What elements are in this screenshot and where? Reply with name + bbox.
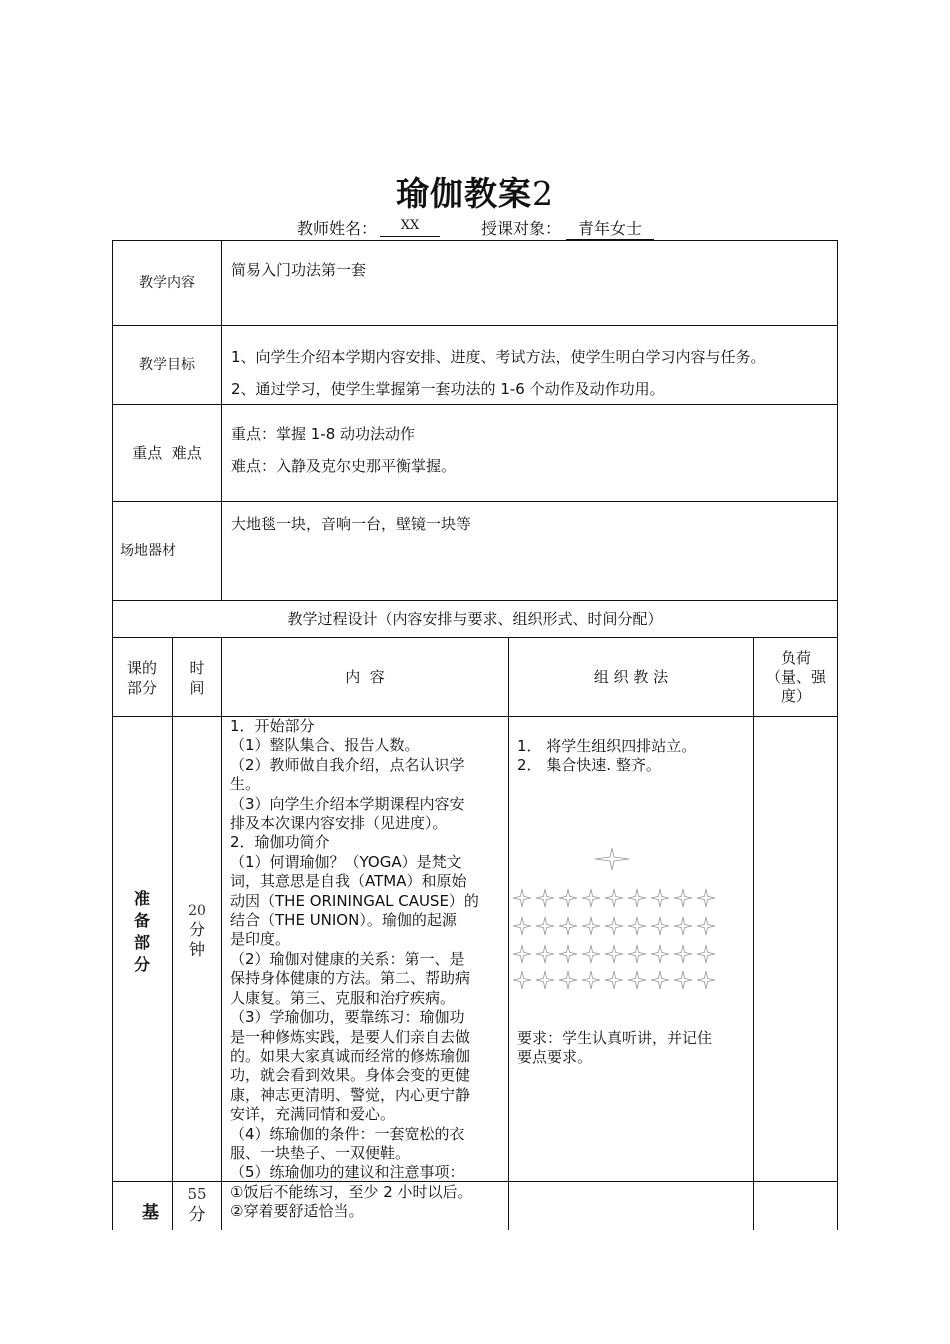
basic-content bbox=[230, 1183, 505, 1222]
prep-time-unit: 分钟 bbox=[188, 920, 205, 959]
prep-requirement bbox=[517, 1029, 749, 1068]
content-line: 康，神志更清明、警觉，内心更宁静 bbox=[230, 1085, 471, 1104]
content-line: 1．开始部分 bbox=[230, 717, 315, 735]
header-time: 时间 bbox=[189, 659, 205, 697]
basic-time-number: 55 bbox=[187, 1185, 207, 1203]
info-label-goal: 教学目标 bbox=[139, 357, 195, 373]
process-heading: 教学过程设计（内容安排与要求、组织形式、时间分配） bbox=[287, 610, 663, 628]
content-line: 动因（THE ORININGAL CAUSE）的 bbox=[230, 891, 479, 910]
info-label-key-points: 重点 难点 bbox=[132, 444, 202, 462]
student-row-1 bbox=[513, 889, 715, 907]
method-line: 2． 集合快速. 整齐。 bbox=[517, 756, 661, 775]
content-line: （2）教师做自我介绍，点名认识学 bbox=[230, 755, 465, 774]
header-part: 课的部分 bbox=[126, 659, 157, 697]
teacher-star-icon bbox=[595, 848, 629, 870]
teacher-value: XX bbox=[380, 216, 440, 237]
target-value: 青年女士 bbox=[566, 216, 654, 240]
info-line: 简易入门功法第一套 bbox=[231, 261, 367, 279]
teacher-label: 教师姓名： bbox=[297, 219, 378, 238]
prep-content bbox=[230, 717, 505, 1183]
content-line: 是一种修炼实践，是要人们亲自去做 bbox=[230, 1027, 471, 1046]
content-line: （1）整队集合、报告人数。 bbox=[230, 736, 420, 755]
content-line: （3）向学生介绍本学期课程内容安 bbox=[230, 794, 465, 813]
content-line: 生。 bbox=[230, 775, 261, 794]
content-line: 是印度。 bbox=[230, 930, 291, 949]
info-value-content bbox=[231, 260, 831, 280]
basic-time-unit: 分 bbox=[188, 1205, 206, 1225]
info-label-equipment: 场地器材 bbox=[120, 543, 176, 559]
basic-part-label: 基 bbox=[142, 1203, 159, 1223]
prep-method bbox=[517, 737, 749, 776]
basic-time bbox=[180, 1185, 214, 1226]
prep-time bbox=[180, 902, 214, 960]
requirement-line: 要点要求。 bbox=[517, 1048, 593, 1067]
content-line: （1）何谓瑜伽？（YOGA）是梵文 bbox=[230, 852, 462, 871]
info-value-equipment bbox=[231, 514, 831, 534]
header-method: 组 织 教 法 bbox=[593, 668, 669, 686]
header-content: 内 容 bbox=[345, 668, 385, 686]
content-line: 安详，充满同情和爱心。 bbox=[230, 1105, 396, 1124]
table-border bbox=[172, 637, 173, 1230]
target-label: 授课对象： bbox=[481, 219, 562, 238]
content-line: 排及本次课内容安排（见进度）。 bbox=[230, 814, 448, 833]
prep-part-label: 准备部分 bbox=[133, 889, 150, 974]
student-row-2 bbox=[513, 917, 715, 935]
content-line: （3）学瑜伽功，要靠练习：瑜伽功 bbox=[230, 1008, 465, 1027]
document-title: 瑜伽教案2 bbox=[396, 174, 554, 213]
content-line: ②穿着要舒适恰当。 bbox=[230, 1202, 364, 1221]
content-line: （5）练瑜伽功的建议和注意事项： bbox=[230, 1163, 465, 1182]
info-value-goal bbox=[231, 341, 836, 405]
table-border bbox=[753, 637, 754, 1230]
info-line: 重点：掌握 1-8 动功法动作 bbox=[231, 425, 416, 443]
prep-time-number: 20 bbox=[188, 903, 206, 919]
content-line: 2．瑜伽功简介 bbox=[230, 833, 330, 852]
header-load: 负荷（量、强度） bbox=[765, 648, 826, 705]
info-line: 2、通过学习，使学生掌握第一套功法的 1-6 个动作及动作功用。 bbox=[231, 380, 665, 398]
info-line: 1、向学生介绍本学期内容安排、进度、考试方法，使学生明白学习内容与任务。 bbox=[231, 348, 766, 366]
student-row-4 bbox=[513, 971, 715, 989]
content-line: 服、一块垫子、一双便鞋。 bbox=[230, 1143, 411, 1162]
requirement-line: 要求：学生认真听讲，并记住 bbox=[517, 1029, 713, 1047]
info-line: 大地毯一块，音响一台，壁镜一块等 bbox=[231, 515, 472, 533]
content-line: 人康复。第三、克服和治疗疾病。 bbox=[230, 988, 456, 1007]
info-value-key-points bbox=[231, 418, 831, 482]
formation-diagram bbox=[509, 840, 753, 1000]
content-line: （4）练瑜伽的条件：一套宽松的衣 bbox=[230, 1124, 465, 1143]
content-line: 词，其意思是自我（ATMA）和原始 bbox=[230, 872, 467, 891]
table-border bbox=[837, 240, 838, 1230]
content-line: （2）瑜伽对健康的关系：第一、是 bbox=[230, 949, 465, 968]
content-line: 功，就会看到效果。身体会变的更健 bbox=[230, 1066, 471, 1085]
table-border bbox=[221, 240, 222, 601]
content-line: ①饭后不能练习，至少 2 小时以后。 bbox=[230, 1183, 473, 1201]
content-line: 的。如果大家真诚而经常的修炼瑜伽 bbox=[230, 1046, 471, 1065]
info-line: 难点：入静及克尔史那平衡掌握。 bbox=[231, 457, 457, 475]
method-line: 1． 将学生组织四排站立。 bbox=[517, 737, 697, 755]
content-line: 保持身体健康的方法。第二、帮助病 bbox=[230, 969, 471, 988]
info-label-content: 教学内容 bbox=[139, 275, 195, 291]
content-line: 结合（THE UNION）。瑜伽的起源 bbox=[230, 911, 457, 930]
student-row-3 bbox=[513, 945, 715, 963]
table-border bbox=[221, 637, 222, 1230]
